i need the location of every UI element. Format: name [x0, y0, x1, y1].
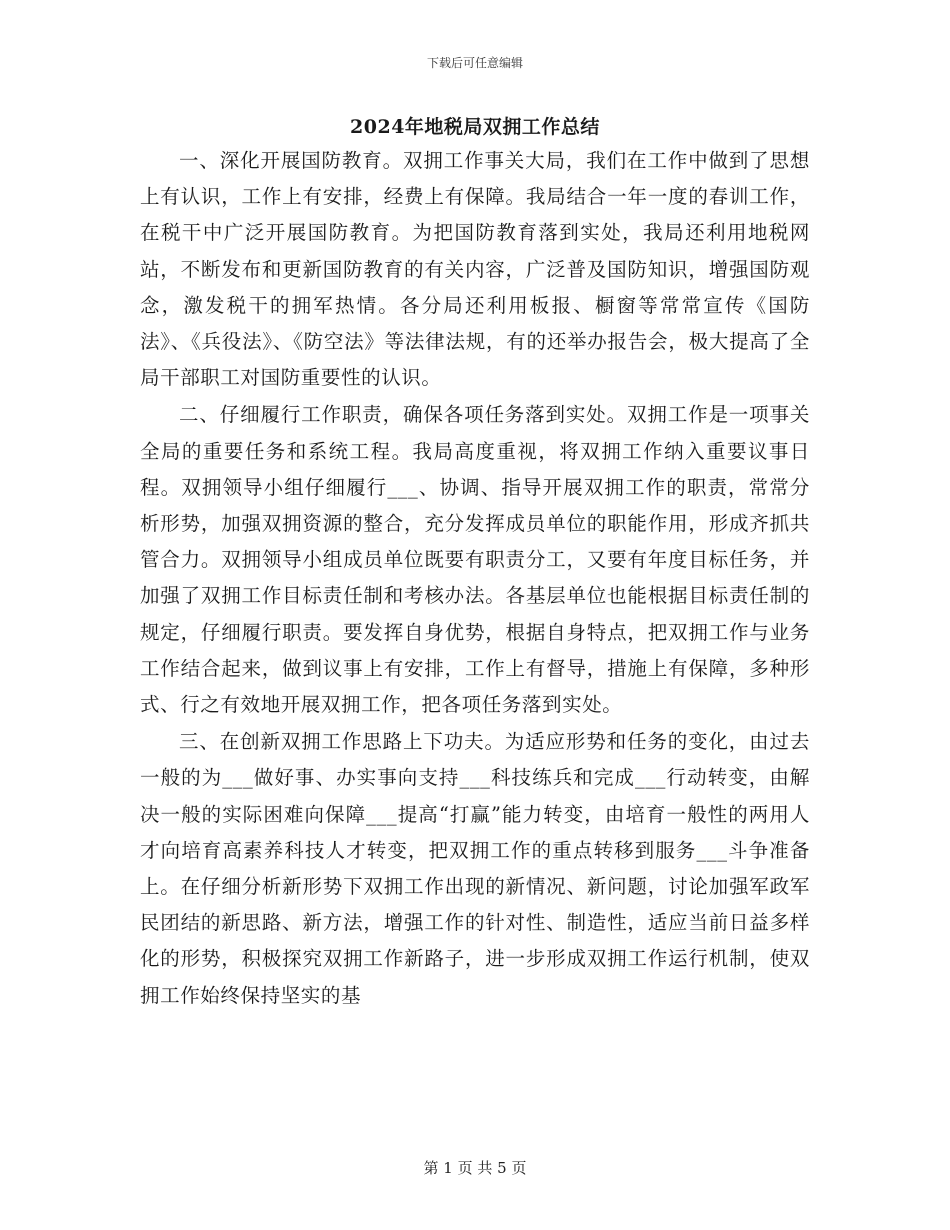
paragraph-1: 一、深化开展国防教育。双拥工作事关大局，我们在工作中做到了思想上有认识，工作上有安排，经费上有保障。我局结合一年一度的春训工作，在税干中广泛开展国防教育。为把国防教育落到实处，我局还利用地税网站，不断发布和更新国防教育的有关内容，广泛普及国防知识，增强国防观念，激发税干的拥军热情。各分局还利用板报、橱窗等常常宣传《国防法》、《兵役法》、《防空法》等法律法规，有的还举办报告会，极大提高了全局干部职工对国防重要性的认识。: [140, 149, 810, 390]
page-header-note: 下载后可任意编辑: [426, 56, 523, 70]
page-number: 第 1 页 共 5 页: [423, 1159, 527, 1177]
document-title: 2024年地税局双拥工作总结: [350, 116, 600, 138]
paragraph-2: 二、仔细履行工作职责，确保各项任务落到实处。双拥工作是一项事关全局的重要任务和系统工程。我局高度重视，将双拥工作纳入重要议事日程。双拥领导小组仔细履行___、协调、指导开展双拥工作的职责，常常分析形势，加强双拥资源的整合，充分发挥成员单位的职能作用，形成齐抓共管合力。双拥领导小组成员单位既要有职责分工，又要有年度目标任务，并加强了双拥工作目标责任制和考核办法。各基层单位也能根据目标责任制的规定，仔细履行职责。要发挥自身优势，根据自身特点，把双拥工作与业务工作结合起来，做到议事上有安排，工作上有督导，措施上有保障，多种形式、行之有效地开展双拥工作，把各项任务落到实处。: [140, 403, 810, 717]
document-body: [140, 143, 810, 1015]
paragraph-3: 三、在创新双拥工作思路上下功夫。为适应形势和任务的变化，由过去一般的为___做好事、办实事向支持___科技练兵和完成___行动转变，由解决一般的实际困难向保障___提高“打赢”能力转变，由培育一般性的两用人才向培育高素养科技人才转变，把双拥工作的重点转移到服务___斗争准备上。在仔细分析新形势下双拥工作出现的新情况、新问题，讨论加强军政军民团结的新思路、新方法，增强工作的针对性、制造性，适应当前日益多样化的形势，积极探究双拥工作新路子，进一步形成双拥工作运行机制，使双拥工作始终保持坚实的基: [140, 730, 810, 1007]
